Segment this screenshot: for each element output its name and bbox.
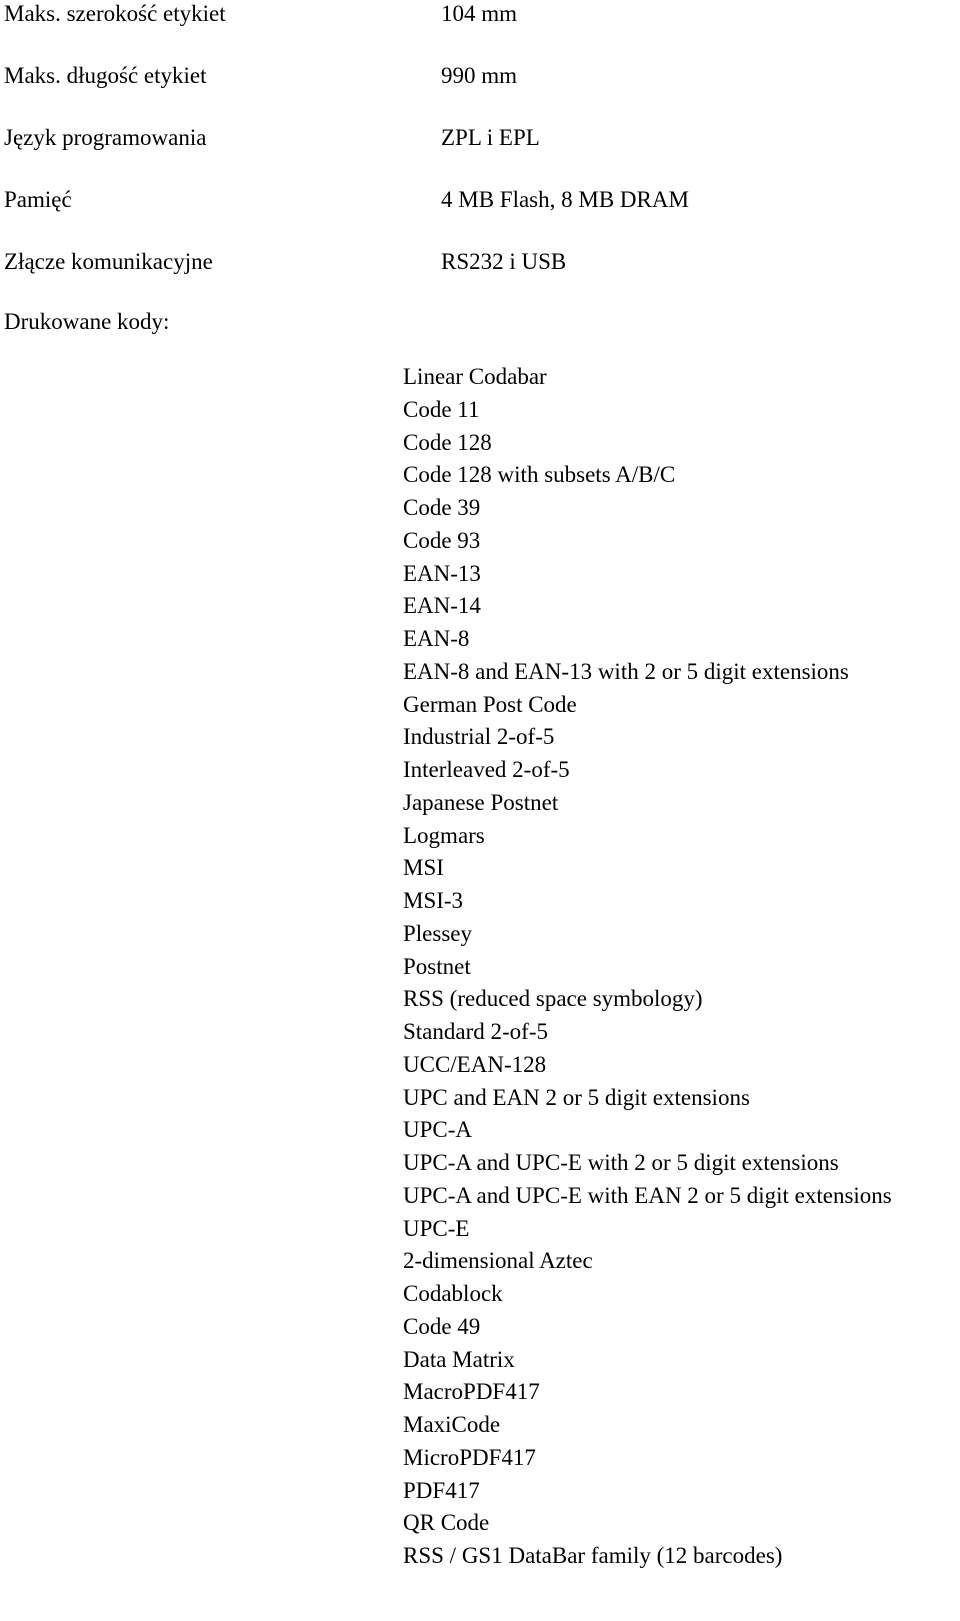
barcode-list-item: Code 11 [403,396,480,422]
barcode-list-item: 2-dimensional Aztec [403,1248,593,1274]
barcode-list-item: UPC-A [403,1117,473,1143]
barcode-list-item: Code 128 with subsets A/B/C [403,462,676,488]
barcode-list-item: German Post Code [403,691,577,717]
barcode-list-item: EAN-14 [403,593,481,619]
spec-value: RS232 i USB [441,249,567,274]
spec-row-max-length [0,62,960,102]
codes-heading: Drukowane kody: [4,309,170,334]
spec-row-interface [0,248,960,288]
spec-label: Pamięć [4,187,72,212]
spec-value: ZPL i EPL [441,125,540,150]
spec-label: Język programowania [4,125,207,150]
barcode-list-item: Japanese Postnet [403,789,559,815]
barcode-list-item: Standard 2-of-5 [403,1019,548,1044]
barcode-list-item: Logmars [403,822,485,848]
barcode-list-item: UPC-E [403,1215,470,1241]
barcode-list-item: MaxiCode [403,1412,501,1437]
barcode-list-item: Code 49 [403,1313,481,1339]
spec-label: Maks. długość etykiet [4,63,207,88]
barcode-list-item: UPC-A and UPC-E with EAN 2 or 5 digit extensions [403,1182,892,1208]
spec-row-memory [0,186,960,226]
barcode-list-item: Plessey [403,920,472,946]
spec-label: Złącze komunikacyjne [4,249,213,274]
barcode-list-item: Code 39 [403,495,481,520]
barcode-list-item: UPC and EAN 2 or 5 digit extensions [403,1084,750,1110]
barcode-list-item: UPC-A and UPC-E with 2 or 5 digit extensions [403,1150,839,1175]
barcode-list-item: Interleaved 2-of-5 [403,757,570,782]
barcode-list-item: Code 128 [403,429,492,455]
barcode-list-item: MacroPDF417 [403,1379,540,1405]
spec-value: 4 MB Flash, 8 MB DRAM [441,187,689,212]
barcode-list-item: EAN-8 and EAN-13 with 2 or 5 digit extensions [403,658,849,684]
barcode-list-item: Industrial 2-of-5 [403,724,555,750]
spec-value: 990 mm [441,63,518,88]
barcode-list-item: MSI-3 [403,888,464,913]
barcode-list [403,361,892,1573]
barcode-list-item: Postnet [403,953,471,979]
barcode-list-item: Code 93 [403,527,481,553]
barcode-list-item: PDF417 [403,1477,480,1503]
barcode-list-item: Data Matrix [403,1346,515,1372]
spec-row-max-width [0,0,960,40]
barcode-list-item: EAN-8 [403,626,470,651]
barcode-list-item: MicroPDF417 [403,1444,536,1470]
barcode-list-item: Codablock [403,1281,503,1306]
barcode-list-item: RSS (reduced space symbology) [403,986,703,1012]
barcode-list-item: Linear Codabar [403,364,547,389]
spec-value: 104 mm [441,1,518,26]
barcode-list-item: EAN-13 [403,560,481,586]
spec-row-programming-language [0,124,960,164]
spec-label: Maks. szerokość etykiet [4,1,226,26]
barcode-list-item: UCC/EAN-128 [403,1051,547,1077]
barcode-list-item: MSI [403,855,444,881]
barcode-list-item: RSS / GS1 DataBar family (12 barcodes) [403,1543,783,1568]
barcode-list-item: QR Code [403,1510,490,1536]
